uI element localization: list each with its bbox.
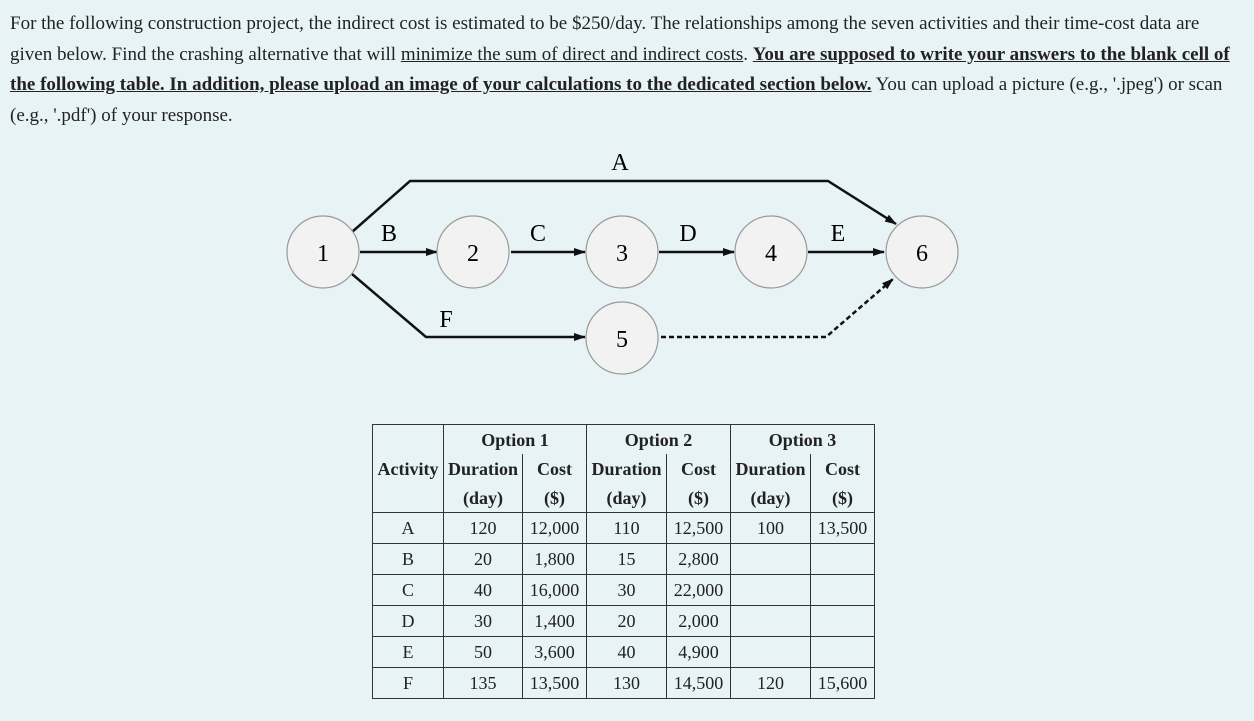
question-intro: For the following construction project, the indirect cost is estimated to be $250/day. The relationships among the seven activities and their time-cost data are given below. Find the crashing alternative that will: [10, 13, 1200, 65]
cell-duration-2: 130: [587, 668, 667, 699]
label-activity-e: E: [830, 221, 846, 247]
cell-duration-1: 50: [444, 637, 523, 668]
cell-duration-1: 30: [444, 606, 523, 637]
cell-duration-3: [731, 575, 811, 606]
cell-cost-3: 15,600: [811, 668, 875, 699]
svg-text:5: 5: [616, 327, 628, 353]
cell-activity: F: [373, 668, 444, 699]
svg-text:4: 4: [765, 241, 777, 267]
unit-day-3: (day): [731, 483, 811, 513]
cell-duration-3: 120: [731, 668, 811, 699]
table-row-c: [373, 575, 875, 606]
cell-duration-3: [731, 637, 811, 668]
node-3: [586, 216, 658, 288]
cell-cost-3: [811, 544, 875, 575]
cell-cost-2: 2,800: [667, 544, 731, 575]
question-instructions: You are supposed to write your answers to the blank cell of the following table. In addition, please upload an image of your calculations to the dedicated section below.: [10, 43, 1230, 95]
header-blank-cell: [373, 425, 444, 455]
table-row-b: [373, 544, 875, 575]
table-body: [373, 513, 875, 699]
table-row-d: [373, 606, 875, 637]
header-activity: Activity: [373, 454, 444, 483]
header-option-2: Option 2: [587, 425, 731, 455]
cell-cost-2: 12,500: [667, 513, 731, 544]
cell-cost-1: 16,000: [523, 575, 587, 606]
svg-text:3: 3: [616, 241, 628, 267]
unit-dollar-3: ($): [811, 483, 875, 513]
node-2: [437, 216, 509, 288]
cell-cost-1: 3,600: [523, 637, 587, 668]
header-duration-1: Duration: [444, 454, 523, 483]
node-4: [735, 216, 807, 288]
cell-duration-1: 20: [444, 544, 523, 575]
cell-cost-1: 13,500: [523, 668, 587, 699]
cell-cost-1: 12,000: [523, 513, 587, 544]
cell-duration-2: 110: [587, 513, 667, 544]
cell-activity: B: [373, 544, 444, 575]
node-6: [886, 216, 958, 288]
node-1: [287, 216, 359, 288]
question-upload-note: You can upload a picture (e.g., '.jpeg') or scan (e.g., '.pdf') of your response.: [10, 74, 1223, 126]
cell-duration-2: 15: [587, 544, 667, 575]
header-duration-3: Duration: [731, 454, 811, 483]
cell-cost-2: 2,000: [667, 606, 731, 637]
cell-cost-3: [811, 575, 875, 606]
cell-duration-1: 40: [444, 575, 523, 606]
unit-dollar-1: ($): [523, 483, 587, 513]
header-row-labels: [373, 454, 875, 483]
node-5: [586, 302, 658, 374]
cell-cost-2: 14,500: [667, 668, 731, 699]
cell-duration-1: 120: [444, 513, 523, 544]
header-unit-blank: [373, 483, 444, 513]
svg-text:1: 1: [317, 241, 329, 267]
cell-cost-3: 13,500: [811, 513, 875, 544]
cell-cost-2: 4,900: [667, 637, 731, 668]
header-cost-1: Cost: [523, 454, 587, 483]
unit-day-2: (day): [587, 483, 667, 513]
header-option-1: Option 1: [444, 425, 587, 455]
cell-cost-3: [811, 606, 875, 637]
cell-duration-3: 100: [731, 513, 811, 544]
cell-duration-2: 40: [587, 637, 667, 668]
svg-text:6: 6: [916, 241, 928, 267]
cell-duration-2: 20: [587, 606, 667, 637]
cell-activity: D: [373, 606, 444, 637]
cell-duration-3: [731, 606, 811, 637]
cell-duration-1: 135: [444, 668, 523, 699]
cell-cost-2: 22,000: [667, 575, 731, 606]
header-option-3: Option 3: [731, 425, 875, 455]
unit-dollar-2: ($): [667, 483, 731, 513]
cell-activity: A: [373, 513, 444, 544]
label-activity-d: D: [679, 221, 697, 247]
label-activity-a: A: [611, 150, 629, 176]
table-row-e: [373, 637, 875, 668]
header-cost-3: Cost: [811, 454, 875, 483]
cell-activity: C: [373, 575, 444, 606]
table-row-a: [373, 513, 875, 544]
cell-duration-3: [731, 544, 811, 575]
label-activity-b: B: [380, 221, 398, 247]
label-activity-c: C: [529, 221, 547, 247]
header-row-options: [373, 425, 875, 455]
cell-activity: E: [373, 637, 444, 668]
time-cost-table: [372, 424, 875, 699]
cell-duration-2: 30: [587, 575, 667, 606]
header-duration-2: Duration: [587, 454, 667, 483]
table-row-f: [373, 668, 875, 699]
header-cost-2: Cost: [667, 454, 731, 483]
svg-text:2: 2: [467, 241, 479, 267]
header-row-units: [373, 483, 875, 513]
cell-cost-3: [811, 637, 875, 668]
label-activity-f: F: [439, 307, 453, 333]
question-objective: minimize the sum of direct and indirect costs: [400, 43, 744, 65]
question-period: .: [743, 43, 753, 65]
cell-cost-1: 1,800: [523, 544, 587, 575]
unit-day-1: (day): [444, 483, 523, 513]
cell-cost-1: 1,400: [523, 606, 587, 637]
